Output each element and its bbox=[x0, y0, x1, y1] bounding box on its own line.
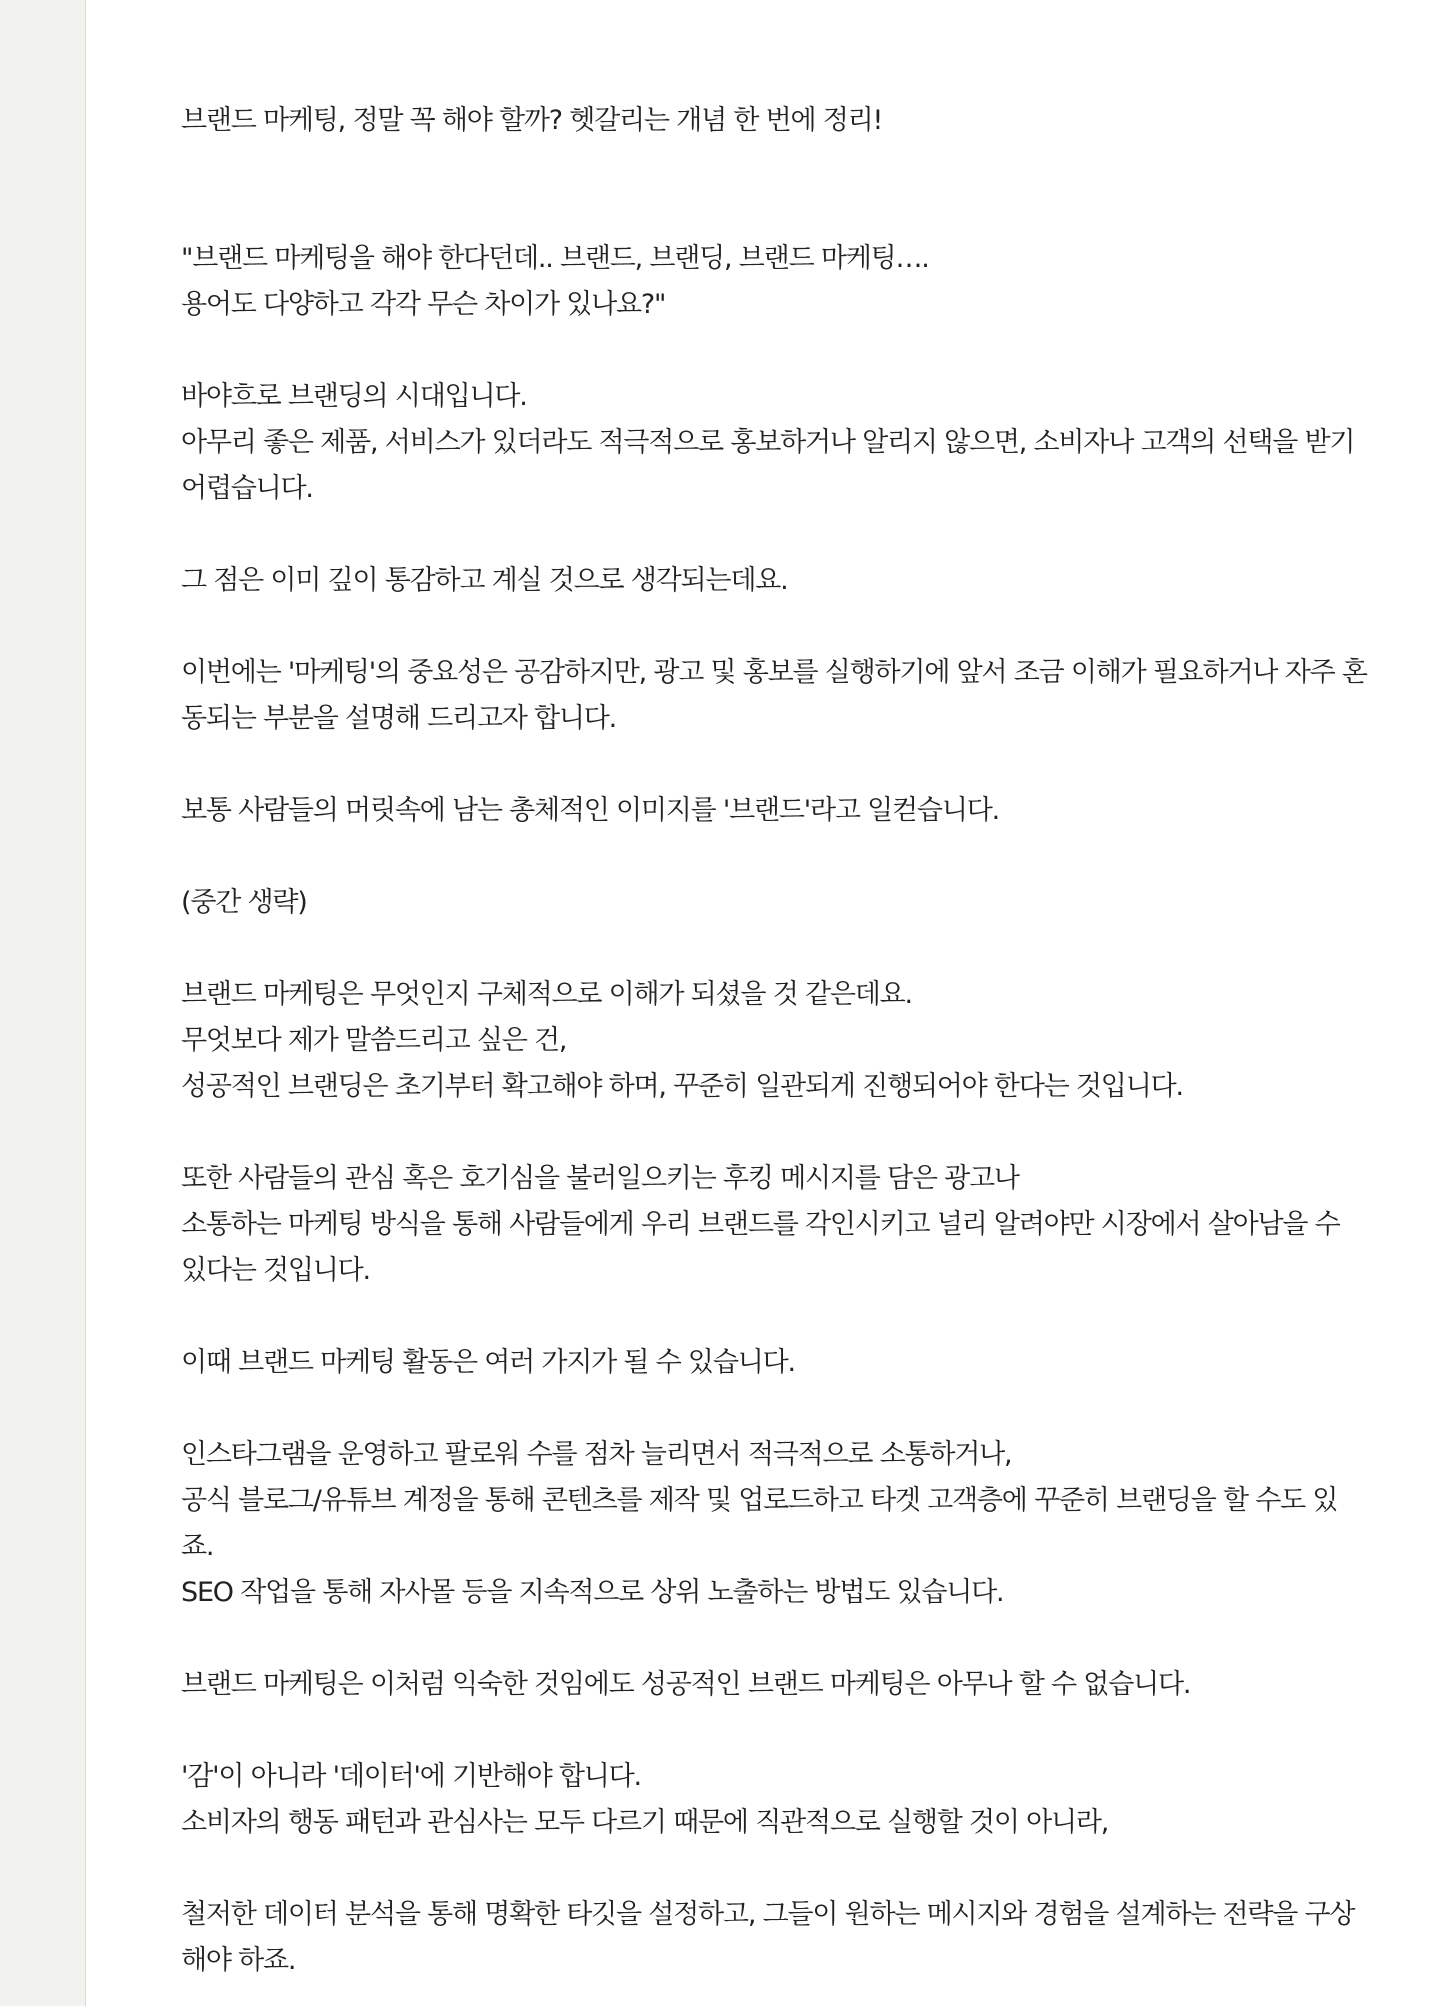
text-line: 죠. bbox=[181, 1531, 214, 1562]
paragraph bbox=[181, 972, 1341, 1110]
paragraph bbox=[181, 1754, 1341, 1846]
left-gutter bbox=[0, 0, 86, 2006]
text-line: 용어도 다양하고 각각 무슨 차이가 있나요?" bbox=[181, 289, 666, 320]
text-line: (중간 생략) bbox=[181, 887, 307, 918]
text-line: 이때 브랜드 마케팅 활동은 여러 가지가 될 수 있습니다. bbox=[181, 1347, 795, 1378]
article-title bbox=[181, 98, 1341, 144]
text-line: 소통하는 마케팅 방식을 통해 사람들에게 우리 브랜드를 각인시키고 널리 알려야만 시장에서 살아남을 수 bbox=[181, 1209, 1340, 1240]
paragraph bbox=[181, 788, 1341, 834]
text-line: 아무리 좋은 제품, 서비스가 있더라도 적극적으로 홍보하거나 알리지 않으면, 소비자나 고객의 선택을 받기 bbox=[181, 427, 1355, 458]
paragraph bbox=[181, 1432, 1341, 1616]
text-line: SEO 작업을 통해 자사몰 등을 지속적으로 상위 노출하는 방법도 있습니다. bbox=[181, 1577, 1004, 1608]
text-line: 철저한 데이터 분석을 통해 명확한 타깃을 설정하고, 그들이 원하는 메시지와 경험을 설계하는 전략을 구상 bbox=[181, 1899, 1355, 1930]
paragraph bbox=[181, 374, 1355, 512]
text-line: 공식 블로그/유튜브 계정을 통해 콘텐츠를 제작 및 업로드하고 타겟 고객층에 꾸준히 브랜딩을 할 수도 있 bbox=[181, 1485, 1338, 1516]
paragraph bbox=[181, 880, 1341, 926]
text-line: 그 점은 이미 깊이 통감하고 계실 것으로 생각되는데요. bbox=[181, 565, 788, 596]
text-line: 보통 사람들의 머릿속에 남는 총체적인 이미지를 '브랜드'라고 일컫습니다. bbox=[181, 795, 999, 826]
text-line: 해야 하죠. bbox=[181, 1945, 296, 1976]
text-line: 성공적인 브랜딩은 초기부터 확고해야 하며, 꾸준히 일관되게 진행되어야 한다는 것입니다. bbox=[181, 1071, 1183, 1102]
paragraph bbox=[181, 1156, 1341, 1294]
text-line: 또한 사람들의 관심 혹은 호기심을 불러일으키는 후킹 메시지를 담은 광고나 bbox=[181, 1163, 1019, 1194]
text-line: 브랜드 마케팅은 이처럼 익숙한 것임에도 성공적인 브랜드 마케팅은 아무나 할 수 없습니다. bbox=[181, 1669, 1191, 1700]
text-line: 소비자의 행동 패턴과 관심사는 모두 다르기 때문에 직관적으로 실행할 것이 아니라, bbox=[181, 1807, 1109, 1838]
article-body bbox=[181, 98, 1367, 2006]
text-line: 있다는 것입니다. bbox=[181, 1255, 370, 1286]
paragraph bbox=[181, 650, 1367, 742]
paragraph bbox=[181, 558, 1341, 604]
paragraph bbox=[181, 236, 1341, 328]
text-line: 브랜드 마케팅은 무엇인지 구체적으로 이해가 되셨을 것 같은데요. bbox=[181, 979, 912, 1010]
text-line: 이번에는 '마케팅'의 중요성은 공감하지만, 광고 및 홍보를 실행하기에 앞서 조금 이해가 필요하거나 자주 혼 bbox=[181, 657, 1367, 688]
text-line: "브랜드 마케팅을 해야 한다던데.. 브랜드, 브랜딩, 브랜드 마케팅…. bbox=[181, 243, 929, 274]
paragraph bbox=[181, 1662, 1341, 1708]
paragraph bbox=[181, 1340, 1341, 1386]
text-line: 브랜드 마케팅, 정말 꼭 해야 할까? 헷갈리는 개념 한 번에 정리! bbox=[181, 105, 883, 136]
text-line: 바야흐로 브랜딩의 시대입니다. bbox=[181, 381, 527, 412]
text-line: 무엇보다 제가 말씀드리고 싶은 건, bbox=[181, 1025, 567, 1056]
text-line: 동되는 부분을 설명해 드리고자 합니다. bbox=[181, 703, 617, 734]
text-line: '감'이 아니라 '데이터'에 기반해야 합니다. bbox=[181, 1761, 641, 1792]
text-line: 인스타그램을 운영하고 팔로워 수를 점차 늘리면서 적극적으로 소통하거나, bbox=[181, 1439, 1012, 1470]
paragraph bbox=[181, 1892, 1355, 1984]
text-line: 어렵습니다. bbox=[181, 473, 313, 504]
